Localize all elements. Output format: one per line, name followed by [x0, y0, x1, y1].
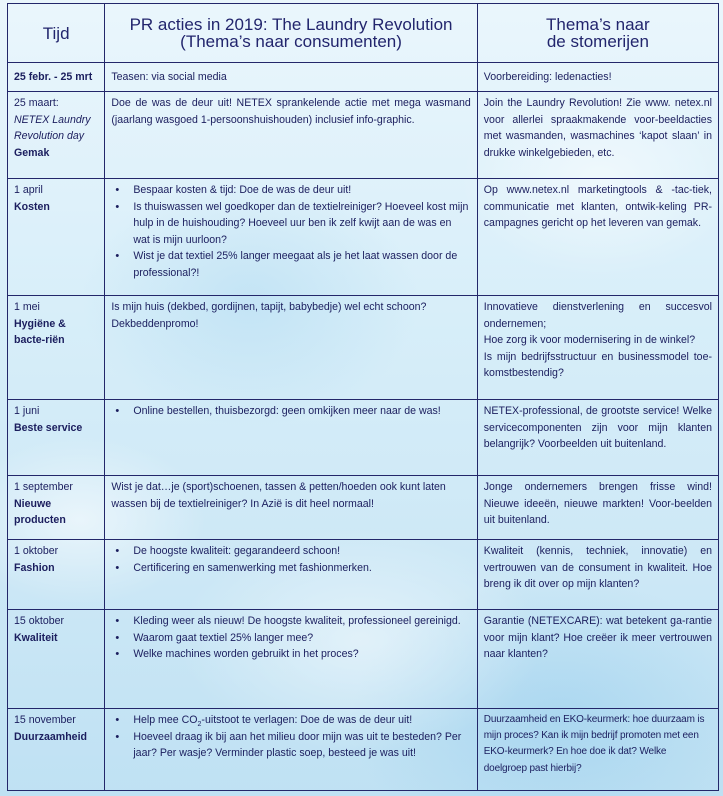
table-row [8, 610, 719, 709]
bullet-list [111, 712, 470, 762]
stomerij-cell: NETEX-professional, de grootste service! Welke servicecomponenten zijn voor mijn klanten belangrijk? Voorbeelden uit buitenland. [477, 400, 718, 476]
list-item: • Bespaar kosten & tijd: Doe de was de deur uit! [133, 182, 470, 199]
list-item: • Welke machines worden gebruikt in het proces? [133, 646, 470, 663]
table-row [8, 63, 719, 92]
time-cell: 25 febr. - 25 mrt [8, 63, 105, 92]
stomerij-cell: Kwaliteit (kennis, techniek, innovatie) en vertrouwen van de consument in kwaliteit. Hoe breng ik dit over op mijn klanten? [477, 540, 718, 610]
consumer-cell [105, 400, 477, 476]
time-cell: 1 september Nieuwe producten [8, 476, 105, 540]
stomerij-cell: Jonge ondernemers brengen frisse wind! Nieuwe ideeën, nieuwe markten! Voor-beelden uit buitenland. [477, 476, 718, 540]
list-item: • Is thuiswassen wel goedkoper dan de textielreiniger? Hoeveel kost mijn hulp in de huishouding? Hoeveel uur ben ik zelf kwijt aan de was en wat is mijn uurloon? [133, 199, 470, 249]
consumer-cell [105, 709, 477, 791]
table-row [8, 540, 719, 610]
table-header-row [8, 4, 719, 63]
time-cell: 15 november Duurzaamheid [8, 709, 105, 791]
bullet-list [111, 543, 470, 576]
consumer-cell [105, 540, 477, 610]
bullet-list [111, 182, 470, 282]
list-item: • Certificering en samenwerking met fashionmerken. [133, 560, 470, 577]
time-cell: 1 juni Beste service [8, 400, 105, 476]
consumer-cell [105, 610, 477, 709]
table-row [8, 709, 719, 791]
list-item: • Online bestellen, thuisbezorgd: geen omkijken meer naar de was! [133, 403, 470, 420]
list-item: • Waarom gaat textiel 25% langer mee? [133, 630, 470, 647]
pr-actions-table [7, 3, 719, 791]
stomerij-cell: Innovatieve dienstverlening en succesvol ondernemen; Hoe zorg ik voor modernisering in de winkel? Is mijn bedrijfsstructuur en businessmodel toe-komstbestendig? [477, 296, 718, 400]
time-cell: 25 maart: NETEX Laundry Revolution day Gemak [8, 92, 105, 179]
bullet-list [111, 613, 470, 663]
stomerij-cell: Voorbereiding: ledenacties! [477, 63, 718, 92]
list-item: • De hoogste kwaliteit: gegarandeerd schoon! [133, 543, 470, 560]
list-item: • Kleding weer als nieuw! De hoogste kwaliteit, professioneel gereinigd. [133, 613, 470, 630]
time-cell: 1 april Kosten [8, 179, 105, 296]
header-tijd: Tijd [8, 4, 105, 63]
table-row [8, 179, 719, 296]
table-row [8, 92, 719, 179]
consumer-cell: Wist je dat…je (sport)schoenen, tassen & petten/hoeden ook kunt laten wassen bij de textielreiniger? In Azië is dit heel normaal! [105, 476, 477, 540]
header-consumers: PR acties in 2019: The Laundry Revolution (Thema’s naar consumenten) [105, 4, 477, 63]
list-item: • Wist je dat textiel 25% langer meegaat als je het laat wassen door de professional?! [133, 248, 470, 281]
consumer-cell [105, 179, 477, 296]
stomerij-cell: Join the Laundry Revolution! Zie www. netex.nl voor allerlei spraakmakende voor-beeldacties met wasmanden, wasmachines ‘kapot slaan’ in drukke winkelgebieden, etc. [477, 92, 718, 179]
time-cell: 15 oktober Kwaliteit [8, 610, 105, 709]
stomerij-cell: Duurzaamheid en EKO-keurmerk: hoe duurzaam is mijn proces? Kan ik mijn bedrijf promoten met een EKO-keurmerk? En hoe doe ik dat? Welke doelgroep past hierbij? [477, 709, 718, 791]
list-item: • Help mee $CO_2$-uitstoot te verlagen: Doe de was de deur uit! [133, 712, 470, 729]
list-item: • Hoeveel draag ik bij aan het milieu door mijn was uit te besteden? Per jaar? Per wasje? Verminder plastic soep, besteed je was uit! [133, 729, 470, 762]
consumer-cell: Is mijn huis (dekbed, gordijnen, tapijt, babybedje) wel echt schoon? Dekbeddenpromo! [105, 296, 477, 400]
table-row [8, 296, 719, 400]
stomerij-cell: Garantie (NETEXCARE): wat betekent ga-rantie voor mijn klant? Hoe creëer ik meer vertrouwen naar klanten? [477, 610, 718, 709]
time-cell: 1 mei Hygiëne & bacte-riën [8, 296, 105, 400]
header-stomerijen: Thema’s naar de stomerijen [477, 4, 718, 63]
time-cell: 1 oktober Fashion [8, 540, 105, 610]
bullet-list [111, 403, 470, 420]
consumer-cell: Doe de was de deur uit! NETEX sprankelende actie met mega wasmand (jaarlang wasgoed 1-persoonshuishouden) inclusief info-graphic. [105, 92, 477, 179]
consumer-cell: Teasen: via social media [105, 63, 477, 92]
stomerij-cell: Op www.netex.nl marketingtools & -tac-tiek, communicatie met klanten, ontwik-keling PR-campagnes gericht op het leveren van gemak. [477, 179, 718, 296]
table-row [8, 476, 719, 540]
table-row [8, 400, 719, 476]
